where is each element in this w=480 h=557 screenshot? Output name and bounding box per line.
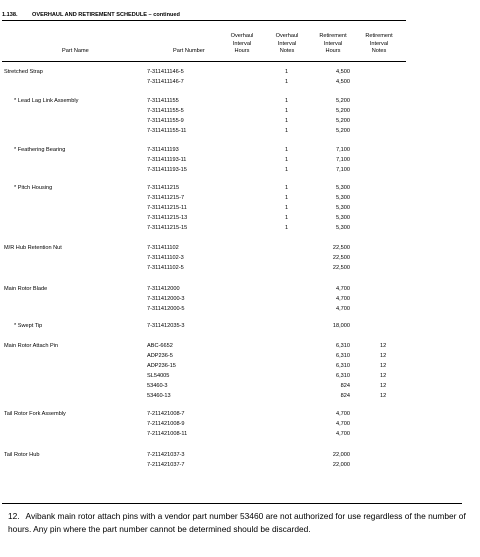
part-name-cell: Tail Rotor Fork Assembly bbox=[4, 411, 66, 417]
retirement-hours-cell: 7,100 bbox=[336, 157, 350, 163]
table-row bbox=[0, 323, 480, 333]
table-row bbox=[0, 353, 480, 363]
part-number-cell: SL54005 bbox=[147, 373, 170, 379]
table-row bbox=[0, 452, 480, 462]
table-row bbox=[0, 393, 480, 403]
col-header-overhaul-hours: Overhaul Interval Hours bbox=[230, 33, 254, 54]
table-row bbox=[0, 98, 480, 108]
part-number-cell: 7-311411155-9 bbox=[147, 118, 184, 124]
col-header-retirement-notes: Retirement Interval Notes bbox=[365, 33, 393, 54]
table-row bbox=[0, 79, 480, 89]
retirement-hours-cell: 6,310 bbox=[336, 373, 350, 379]
retirement-hours-cell: 22,500 bbox=[332, 245, 350, 251]
retirement-notes-cell: 12 bbox=[380, 383, 387, 389]
part-number-cell: 7-311411215-7 bbox=[147, 195, 185, 201]
table-row bbox=[0, 185, 480, 195]
table-row bbox=[0, 215, 480, 225]
section-title: OVERHAUL AND RETIREMENT SCHEDULE – continued bbox=[32, 12, 180, 18]
retirement-hours-cell: 4,700 bbox=[336, 411, 350, 417]
part-number-cell: 7-311411102 bbox=[147, 245, 179, 251]
retirement-hours-cell: 18,000 bbox=[332, 323, 350, 329]
table-row bbox=[0, 383, 480, 393]
part-name-cell: Main Rotor Attach Pin bbox=[4, 343, 59, 349]
table-row bbox=[0, 245, 480, 255]
table-row bbox=[0, 195, 480, 205]
retirement-hours-cell: 5,300 bbox=[336, 195, 350, 201]
table-row bbox=[0, 431, 480, 441]
part-number-cell: 7-211421008-9 bbox=[147, 421, 185, 427]
part-name-cell: Stretched Strap bbox=[4, 69, 43, 75]
retirement-hours-cell: 5,300 bbox=[336, 185, 350, 191]
overhaul-notes-cell: 1 bbox=[285, 147, 289, 153]
table-row bbox=[0, 421, 480, 431]
table-row bbox=[0, 255, 480, 265]
column-header-rule bbox=[2, 61, 406, 62]
retirement-notes-cell: 12 bbox=[380, 393, 387, 399]
retirement-hours-cell: 824 bbox=[340, 393, 350, 399]
overhaul-notes-cell: 1 bbox=[285, 167, 289, 173]
part-number-cell: ABC-6652 bbox=[147, 343, 173, 349]
table-row bbox=[0, 462, 480, 472]
part-number-cell: 7-211421008-11 bbox=[147, 431, 188, 437]
overhaul-notes-cell: 1 bbox=[285, 215, 289, 221]
part-number-cell: 7-211421037-3 bbox=[147, 452, 185, 458]
table-row bbox=[0, 118, 480, 128]
retirement-hours-cell: 22,000 bbox=[332, 452, 350, 458]
retirement-hours-cell: 5,200 bbox=[336, 128, 350, 134]
retirement-hours-cell: 6,310 bbox=[336, 363, 350, 369]
table-row bbox=[0, 147, 480, 157]
part-name-cell: * Feathering Bearing bbox=[14, 147, 66, 153]
table-row bbox=[0, 167, 480, 177]
retirement-hours-cell: 824 bbox=[340, 383, 350, 389]
overhaul-notes-cell: 1 bbox=[285, 118, 289, 124]
part-number-cell: 7-311412000-5 bbox=[147, 306, 185, 312]
table-row bbox=[0, 286, 480, 296]
overhaul-notes-cell: 1 bbox=[285, 205, 289, 211]
retirement-hours-cell: 6,310 bbox=[336, 343, 350, 349]
part-number-cell: 7-311411215 bbox=[147, 185, 180, 191]
part-number-cell: 7-311411193-11 bbox=[147, 157, 187, 163]
table-row bbox=[0, 363, 480, 373]
part-number-cell: 7-311411102-3 bbox=[147, 255, 184, 261]
overhaul-notes-cell: 1 bbox=[285, 185, 289, 191]
retirement-hours-cell: 5,200 bbox=[336, 98, 350, 104]
retirement-hours-cell: 4,700 bbox=[336, 306, 350, 312]
part-name-cell: * Swept Tip bbox=[14, 323, 43, 329]
table-row bbox=[0, 265, 480, 275]
table-row bbox=[0, 306, 480, 316]
overhaul-notes-cell: 1 bbox=[285, 225, 289, 231]
part-number-cell: 7-311411155-11 bbox=[147, 128, 187, 134]
part-number-cell: 7-311411215-11 bbox=[147, 205, 187, 211]
footnote-rule bbox=[2, 503, 462, 504]
part-number-cell: 7-311411102-5 bbox=[147, 265, 184, 271]
retirement-hours-cell: 5,300 bbox=[336, 225, 350, 231]
footnote bbox=[8, 510, 470, 535]
retirement-notes-cell: 12 bbox=[380, 373, 387, 379]
col-header-part-number: Part Number bbox=[173, 48, 205, 54]
retirement-notes-cell: 12 bbox=[380, 363, 387, 369]
table-row bbox=[0, 343, 480, 353]
retirement-hours-cell: 4,700 bbox=[336, 286, 350, 292]
part-name-cell: * Pitch Housing bbox=[14, 185, 53, 191]
table-row bbox=[0, 69, 480, 79]
retirement-hours-cell: 6,310 bbox=[336, 353, 350, 359]
retirement-hours-cell: 4,700 bbox=[336, 421, 350, 427]
part-number-cell: 7-311412000-3 bbox=[147, 296, 185, 302]
retirement-notes-cell: 12 bbox=[380, 353, 387, 359]
table-row bbox=[0, 373, 480, 383]
table-row bbox=[0, 296, 480, 306]
part-number-cell: 7-211421008-7 bbox=[147, 411, 185, 417]
table-row bbox=[0, 108, 480, 118]
part-number-cell: 7-211421037-7 bbox=[147, 462, 185, 468]
retirement-hours-cell: 5,300 bbox=[336, 205, 350, 211]
overhaul-notes-cell: 1 bbox=[285, 157, 289, 163]
part-number-cell: 7-311411146-5 bbox=[147, 69, 184, 75]
overhaul-notes-cell: 1 bbox=[285, 195, 289, 201]
table-row bbox=[0, 205, 480, 215]
part-name-cell: M/R Hub Retention Nut bbox=[4, 245, 62, 251]
part-number-cell: 7-311411215-13 bbox=[147, 215, 188, 221]
part-number-cell: 7-311411146-7 bbox=[147, 79, 184, 85]
footnote-number: 12. bbox=[8, 511, 20, 521]
table-row bbox=[0, 225, 480, 235]
retirement-hours-cell: 22,500 bbox=[332, 265, 350, 271]
part-name-cell: Main Rotor Blade bbox=[4, 286, 48, 292]
retirement-hours-cell: 22,000 bbox=[332, 462, 350, 468]
footnote-text: Avibank main rotor attach pins with a vendor part number 53460 are not authorized for use regardless of the number of hours. Any pin where the part number cannot be determined should be discarded. bbox=[8, 511, 466, 534]
retirement-notes-cell: 12 bbox=[380, 343, 387, 349]
section-number: 1.138. bbox=[2, 12, 18, 18]
part-number-cell: 7-311411215-15 bbox=[147, 225, 188, 231]
overhaul-notes-cell: 1 bbox=[285, 98, 289, 104]
overhaul-notes-cell: 1 bbox=[285, 128, 289, 134]
part-number-cell: 7-311411193-15 bbox=[147, 167, 187, 173]
overhaul-notes-cell: 1 bbox=[285, 79, 289, 85]
retirement-hours-cell: 4,700 bbox=[336, 431, 350, 437]
part-name-cell: * Lead Lag Link Assembly bbox=[14, 98, 79, 104]
part-number-cell: 53460-3 bbox=[147, 383, 168, 389]
overhaul-notes-cell: 1 bbox=[285, 108, 289, 114]
retirement-hours-cell: 4,700 bbox=[336, 296, 350, 302]
retirement-hours-cell: 7,100 bbox=[336, 167, 350, 173]
part-number-cell: 7-311412035-3 bbox=[147, 323, 185, 329]
col-header-overhaul-notes: Overhaul Interval Notes bbox=[275, 33, 299, 54]
retirement-hours-cell: 5,200 bbox=[336, 118, 350, 124]
table-row bbox=[0, 157, 480, 167]
part-number-cell: 7-311411155 bbox=[147, 98, 179, 104]
part-name-cell: Tail Rotor Hub bbox=[4, 452, 40, 458]
col-header-retirement-hours: Retirement Interval Hours bbox=[319, 33, 347, 54]
part-number-cell: 7-311411155-5 bbox=[147, 108, 184, 114]
retirement-hours-cell: 5,200 bbox=[336, 108, 350, 114]
retirement-hours-cell: 7,100 bbox=[336, 147, 350, 153]
part-number-cell: 7-311411193 bbox=[147, 147, 179, 153]
retirement-hours-cell: 22,500 bbox=[332, 255, 350, 261]
part-number-cell: 53460-13 bbox=[147, 393, 171, 399]
table-row bbox=[0, 128, 480, 138]
retirement-hours-cell: 4,500 bbox=[336, 69, 350, 75]
header-rule bbox=[2, 20, 406, 21]
table-row bbox=[0, 411, 480, 421]
part-number-cell: ADP236-15 bbox=[147, 363, 176, 369]
part-number-cell: ADP236-5 bbox=[147, 353, 173, 359]
part-number-cell: 7-311412000 bbox=[147, 286, 180, 292]
col-header-part-name: Part Name bbox=[62, 48, 89, 54]
retirement-hours-cell: 4,500 bbox=[336, 79, 350, 85]
retirement-hours-cell: 5,300 bbox=[336, 215, 350, 221]
overhaul-notes-cell: 1 bbox=[285, 69, 289, 75]
